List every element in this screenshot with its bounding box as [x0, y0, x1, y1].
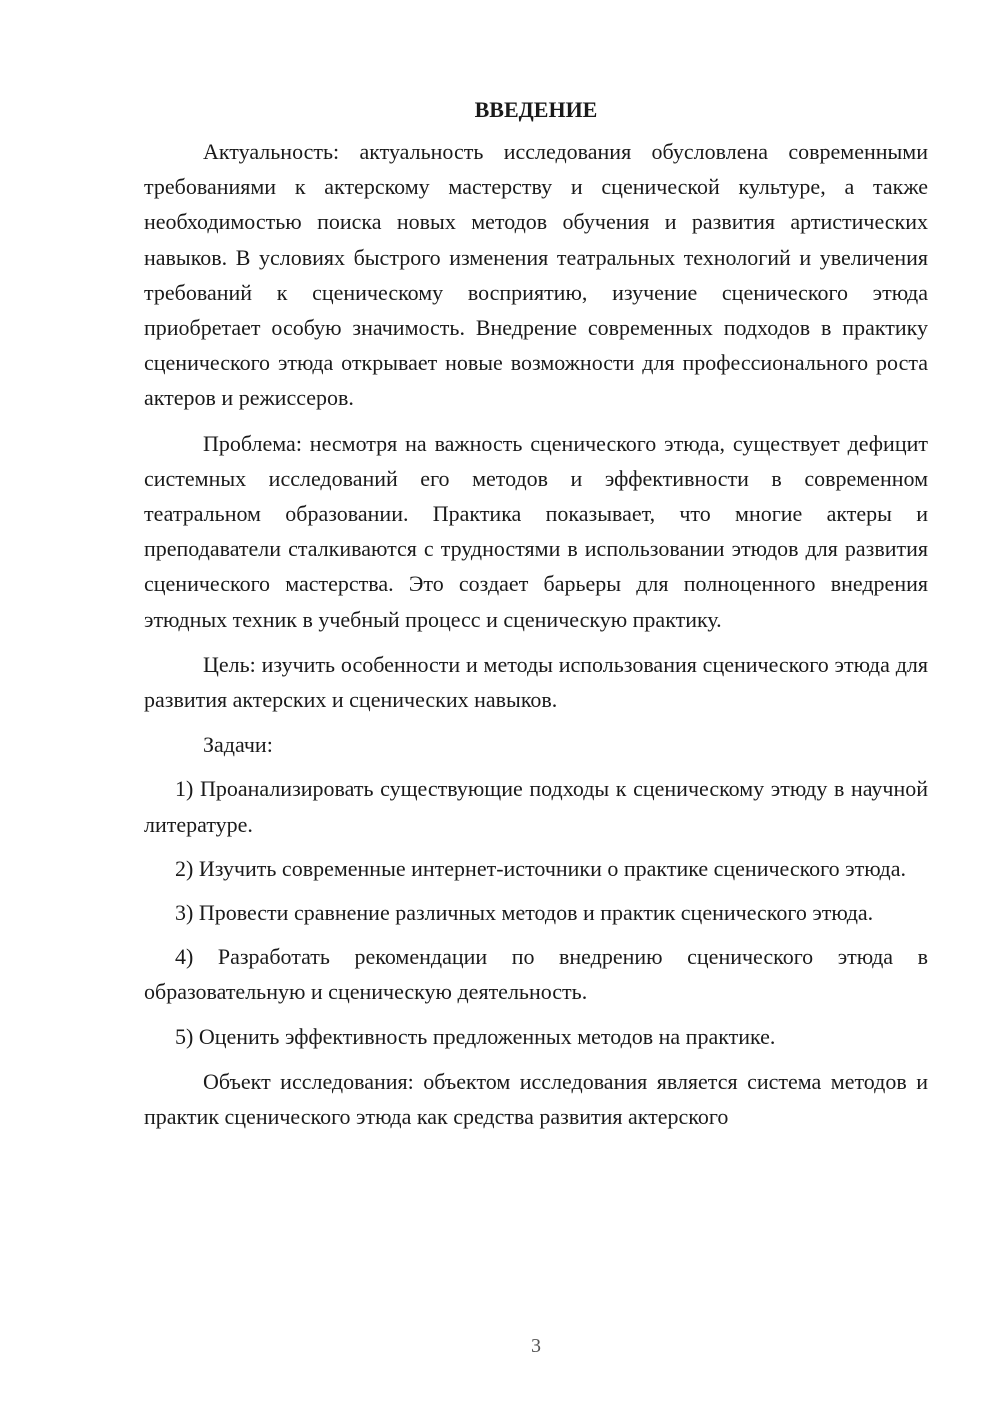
page-number: 3 — [531, 1335, 541, 1357]
section-heading: ВВЕДЕНИЕ — [474, 97, 598, 122]
paragraph-goal: Цель: изучить особенности и методы использования сценического этюда для развития актерских и сценических навыков. — [144, 651, 928, 713]
task-item-2: 2) Изучить современные интернет-источники о практике сценического этюда. — [175, 855, 906, 881]
task-item-5: 5) Оценить эффективность предложенных методов на практике. — [175, 1023, 776, 1049]
tasks-label: Задачи: — [203, 732, 273, 758]
document-page — [144, 92, 928, 1134]
paragraph-problem: Проблема: несмотря на важность сценического этюда, существует дефицит системных исследований его методов и эффективности в современном театральном образовании. Практика показывает, что многие актеры и преподаватели сталкиваются с трудностями в использовании этюдов для развития сценического мастерства. Это создает барьеры для полноценного внедрения этюдных техник в учебный процесс и сценическую практику. — [144, 430, 928, 632]
paragraph-object: Объект исследования: объектом исследования является система методов и практик сценического этюда как средства развития актерского — [144, 1068, 928, 1130]
task-item-3: 3) Провести сравнение различных методов и практик сценического этюда. — [175, 900, 874, 926]
task-item-4: 4) Разработать рекомендации по внедрению сценического этюда в образовательную и сценическую деятельность. — [144, 944, 928, 1005]
task-item-1: 1) Проанализировать существующие подходы к сценическому этюду в научной литературе. — [144, 776, 928, 837]
paragraph-relevance: Актуальность: актуальность исследования обусловлена современными требованиями к актерскому мастерству и сценической культуре, а также необходимостью поиска новых методов обучения и развития артистических навыков. В условиях быстрого изменения театральных технологий и увеличения требований к сценическому восприятию, изучение сценического этюда приобретает особую значимость. Внедрение современных подходов в практику сценического этюда открывает новые возможности для профессионального роста актеров и режиссеров. — [144, 139, 928, 411]
